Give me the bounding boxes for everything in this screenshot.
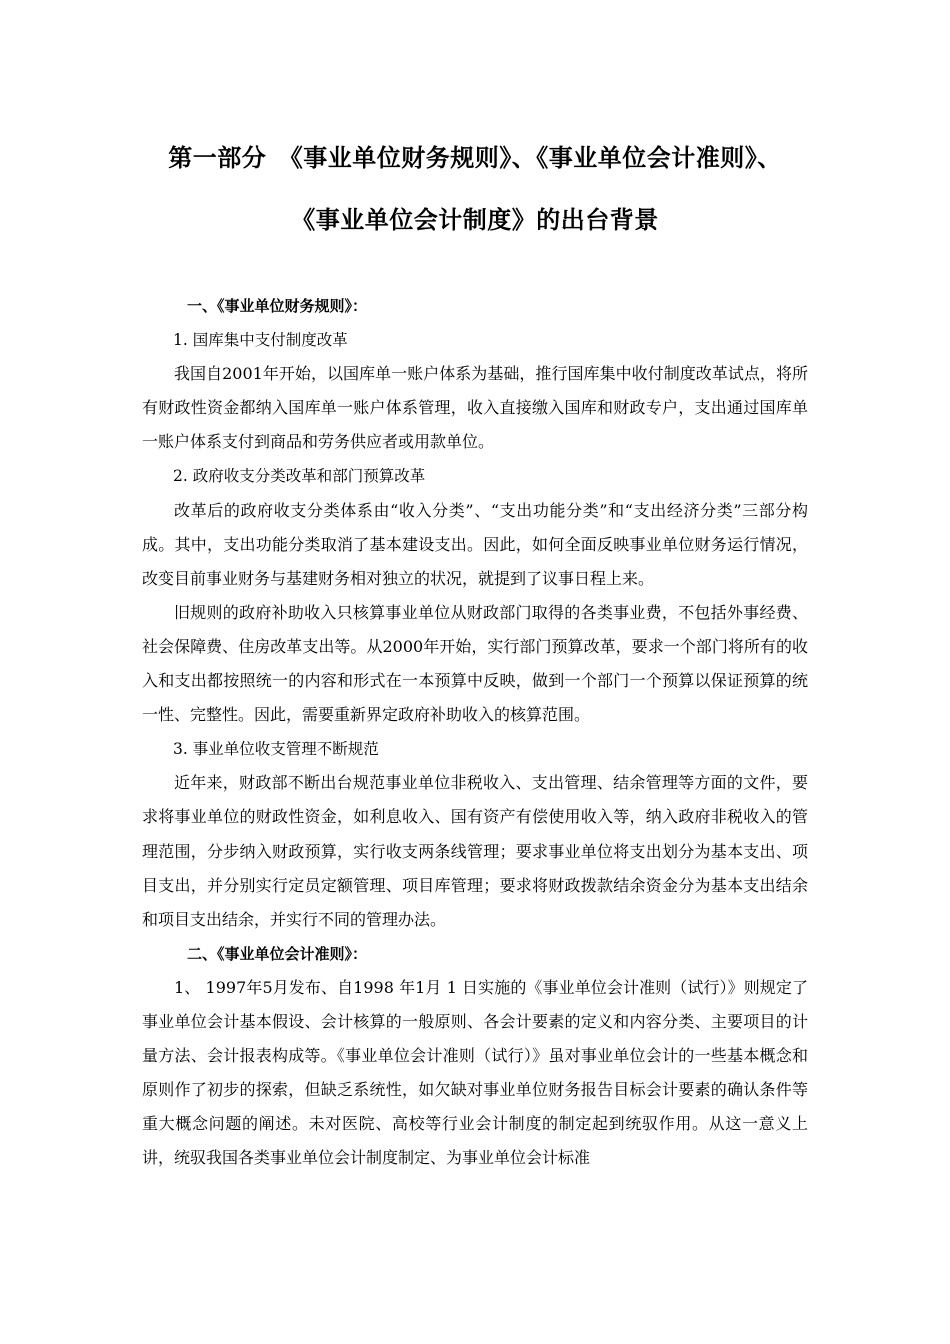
subheading-classification-budget-reform: 2. 政府收支分类改革和部门预算改革 [173, 467, 426, 486]
paragraph-treasury-reform: 我国自2001年开始，以国库单一账户体系为基础，推行国库集中收付制度改革试点，将所有财政性资金都纳入国库单一账户体系管理，收入直接缴入国库和财政专户，支出通过国库单一账户体系支付到商品和劳务供应者或用款单位。 [142, 364, 808, 452]
subheading-treasury-payment-reform: 1. 国库集中支付制度改革 [173, 331, 348, 350]
section-heading-accounting-standards: 二、《事业单位会计准则》： [187, 944, 368, 963]
document-title-line-1: 第一部分 《事业单位财务规则》、《事业单位会计准则》、 [168, 144, 782, 172]
subheading-income-expense-management: 3. 事业单位收支管理不断规范 [173, 740, 379, 759]
paragraph-classification-reform: 改革后的政府收支分类体系由“收入分类”、“支出功能分类”和“支出经济分类”三部分构成。其中，支出功能分类取消了基本建设支出。因此，如何全面反映事业单位财务运行情况，改变目前事业财务与基建财务相对独立的状况，就提到了议事日程上来。 [142, 500, 808, 588]
section-heading-financial-rules: 一、《事业单位财务规则》： [187, 297, 368, 315]
document-body [142, 289, 808, 1175]
paragraph-income-expense-management: 近年来，财政部不断出台规范事业单位非税收入、支出管理、结余管理等方面的文件，要求将事业单位的财政性资金，如利息收入、国有资产有偿使用收入等，纳入政府非税收入的管理范围，分步纳入财政预算，实行收支两条线管理；要求事业单位将支出划分为基本支出、项目支出，并分别实行定员定额管理、项目库管理；要求将财政拨款结余资金分为基本支出结余和项目支出结余，并实行不同的管理办法。 [142, 773, 808, 929]
paragraph-accounting-standards: 1、 1997年5月发布、自1998 年1月 1 日实施的《事业单位会计准则（试行）》则规定了事业单位会计基本假设、会计核算的一般原则、各会计要素的定义和内容分类、主要项目的计量方法、会计报表构成等。《事业单位会计准则（试行）》虽对事业单位会计的一些基本概念和原则作了初步的探索，但缺乏系统性，如欠缺对事业单位财务报告目标会计要素的确认条件等重大概念问题的阐述。未对医院、高校等行业会计制度的制定起到统驭作用。从这一意义上讲，统驭我国各类事业单位会计制度制定、为事业单位会计标准 [142, 977, 808, 1168]
document-title-line-2: 《事业单位会计制度》的出台背景 [291, 206, 659, 234]
paragraph-old-rules-subsidy: 旧规则的政府补助收入只核算事业单位从财政部门取得的各类事业费，不包括外事经费、社会保障费、住房改革支出等。从2000年开始，实行部门预算改革，要求一个部门将所有的收入和支出都按照统一的内容和形式在一本预算中反映，做到一个部门一个预算以保证预算的统一性、完整性。因此，需要重新界定政府补助收入的核算范围。 [142, 602, 808, 725]
